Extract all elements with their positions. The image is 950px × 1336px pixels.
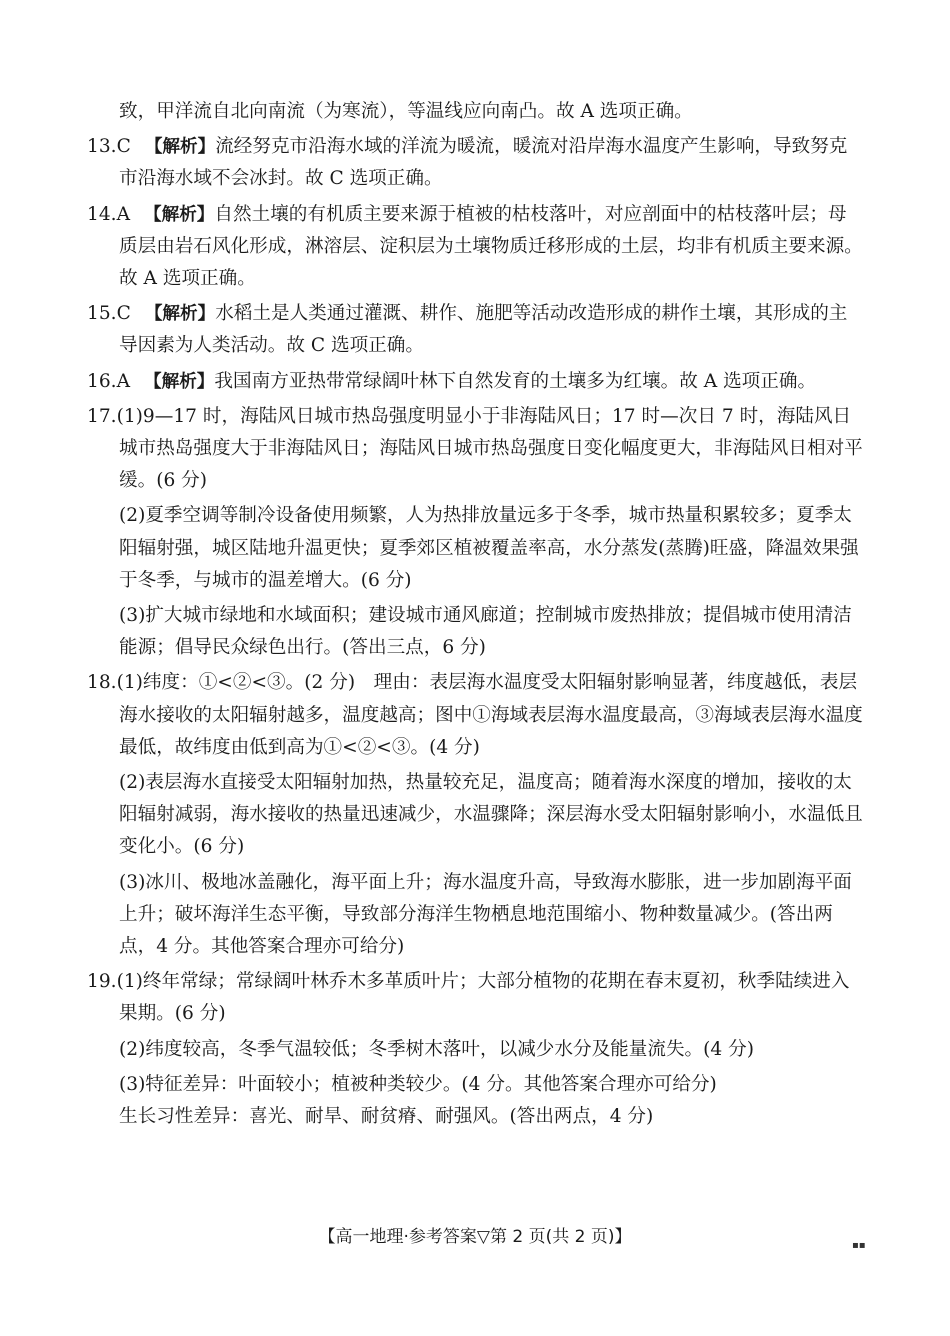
part-text: (1)纬度：①<②<③。(2 分) 理由：表层海水温度受太阳辐射影响显著，纬度越低，表层海水接收的太阳辐射越多，温度越高；图中①海域表层海水温度最高，③海域表层海水温度最低，故纬度由低到高为①<②<③。(4 分) <box>116 672 863 758</box>
answer-item-19-part-2: (2)纬度较高，冬季气温较低；冬季树木落叶，以减少水分及能量流失。(4 分) <box>119 1038 754 1060</box>
answer-item-14 <box>87 199 863 296</box>
analysis-tag: 【解析】 <box>144 304 216 325</box>
analysis-text: 流经努克市沿海水域的洋流为暖流，暖流对沿岸海水温度产生影响，导致努克市沿海水域不会冰封。故 C 选项正确。 <box>119 136 848 190</box>
item-choice: C <box>116 303 131 325</box>
analysis-tag: 【解析】 <box>144 371 215 392</box>
answer-item-15 <box>87 298 863 362</box>
item-number: 18. <box>87 672 117 694</box>
item-choice: C <box>116 136 131 158</box>
answer-item-19-part-1 <box>87 966 863 1030</box>
answer-item-17-part-1 <box>87 401 863 498</box>
answer-item-17-part-2: (2)夏季空调等制冷设备使用频繁，人为热排放量远多于冬季，城市热量积累较多；夏季太阳辐射强，城区陆地升温更快；夏季郊区植被覆盖率高，水分蒸发(蒸腾)旺盛，降温效果强于冬季，与城市的温差增大。(6 分) <box>119 505 859 591</box>
item-choice: A <box>116 370 131 392</box>
answer-item-13 <box>87 131 863 195</box>
analysis-text: 自然土壤的有机质主要来源于植被的枯枝落叶，对应剖面中的枯枝落叶层；母质层由岩石风化形成，淋溶层、淀积层为土壤物质迁移形成的土层，均非有机质主要来源。故 A 选项正确。 <box>119 203 863 290</box>
item-number: 15. <box>87 303 117 325</box>
answer-item-16 <box>87 366 863 398</box>
page-footer: 【高一地理·参考答案▽第 2 页(共 2 页)】 <box>318 1227 632 1247</box>
corner-mark: ▪▪ <box>852 1240 866 1251</box>
analysis-text: 我国南方亚热带常绿阔叶林下自然发育的土壤多为红壤。故 A 选项正确。 <box>214 370 817 392</box>
analysis-tag: 【解析】 <box>144 137 216 158</box>
item-number: 17. <box>87 405 117 427</box>
answer-item-18-part-2: (2)表层海水直接受太阳辐射加热，热量较充足，温度高；随着海水深度的增加，接收的太阳辐射减弱，海水接收的热量迅速减少，水温骤降；深层海水受太阳辐射影响小，水温低且变化小。(6 分) <box>119 772 863 858</box>
answer-content <box>87 96 863 1133</box>
item-number: 14. <box>87 203 117 225</box>
answer-item-18-part-1 <box>87 667 863 764</box>
answer-item-18-part-3: (3)冰川、极地冰盖融化，海平面上升；海水温度升高，导致海水膨胀，进一步加剧海平面上升；破坏海洋生态平衡，导致部分海洋生物栖息地范围缩小、物种数量减少。(答出两点，4 分。其他答案合理亦可给分) <box>119 871 852 958</box>
analysis-tag: 【解析】 <box>144 204 215 225</box>
part-text: (1)终年常绿；常绿阔叶林乔木多革质叶片；大部分植物的花期在春末夏初，秋季陆续进入果期。(6 分) <box>116 971 850 1025</box>
answer-item-17-part-3: (3)扩大城市绿地和水域面积；建设城市通风廊道；控制城市废热排放；提倡城市使用清洁能源；倡导民众绿色出行。(答出三点，6 分) <box>119 605 852 659</box>
part-text: (1)9—17 时，海陆风日城市热岛强度明显小于非海陆风日；17 时—次日 7 时，海陆风日城市热岛强度大于非海陆风日；海陆风日城市热岛强度日变化幅度更大，非海陆风日相对平缓。(6 分) <box>116 405 863 492</box>
analysis-text: 水稻土是人类通过灌溉、耕作、施肥等活动改造形成的耕作土壤，其形成的主导因素为人类活动。故 C 选项正确。 <box>119 303 848 357</box>
answer-item-19-part-3: (3)特征差异：叶面较小；植被种类较少。(4 分。其他答案合理亦可给分) <box>119 1073 717 1095</box>
answer-item-19-part-4: 生长习性差异：喜光、耐旱、耐贫瘠、耐强风。(答出两点，4 分) <box>119 1106 654 1128</box>
item-choice: A <box>116 203 131 225</box>
item-number: 16. <box>87 370 117 392</box>
item-number: 19. <box>87 971 117 993</box>
continued-answer-line: 致，甲洋流自北向南流（为寒流），等温线应向南凸。故 A 选项正确。 <box>119 101 693 122</box>
item-number: 13. <box>87 136 117 158</box>
